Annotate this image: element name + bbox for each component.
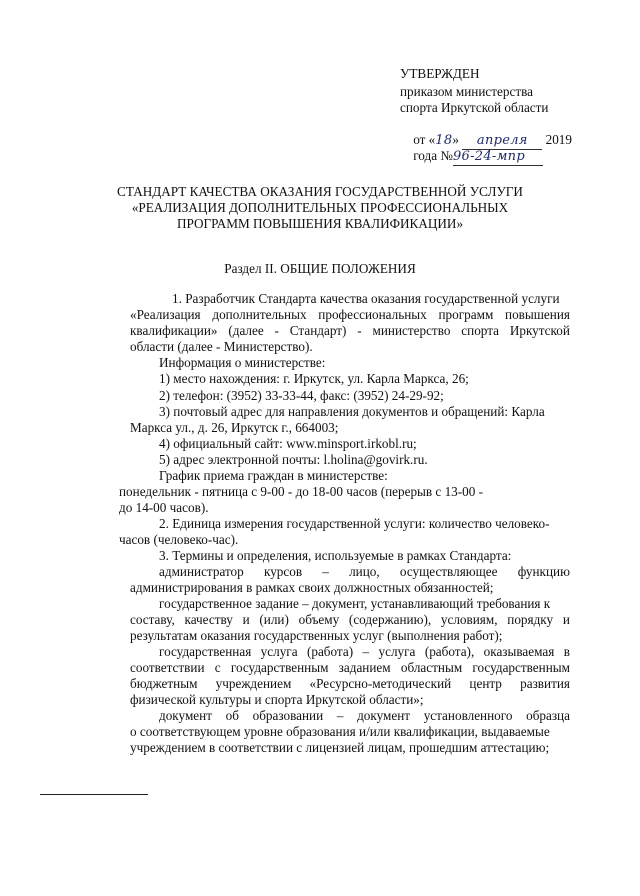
body-line: 5) адрес электронной почты: l.holina@govirk.ru.: [159, 452, 428, 467]
body-line: документ об образовании – документ установленного образца: [159, 708, 570, 723]
body-line: 2. Единица измерения государственной услуги: количество человеко-: [159, 516, 550, 531]
date-month-handwritten: апреля: [462, 133, 542, 150]
body-line: результатам оказания государственных услуг (выполнения работ);: [130, 628, 503, 643]
body-line: понедельник - пятница с 9-00 - до 18-00 часов (перерыв с 13-00 -: [119, 484, 484, 499]
body-line: физической культуры и спорта Иркутской области»;: [130, 692, 424, 707]
body-line: соответствии с государственным заданием областным государственным: [130, 660, 570, 675]
number-prefix: года №: [413, 148, 453, 163]
body-line: квалификации» (далее - Стандарт) - министерство спорта Иркутской: [130, 323, 570, 338]
body-line: 4) официальный сайт: www.minsport.irkobl.ru;: [159, 436, 417, 451]
footnote-divider: [40, 794, 148, 795]
date-mid: »: [452, 132, 460, 147]
body-line: о соответствующем уровне образования и/или квалификации, выдаваемые: [130, 724, 550, 739]
document-title-line-1: СТАНДАРТ КАЧЕСТВА ОКАЗАНИЯ ГОСУДАРСТВЕННОЙ УСЛУГИ: [117, 184, 523, 199]
date-day-handwritten: 18: [435, 133, 453, 148]
approval-heading: УТВЕРЖДЕН: [400, 66, 480, 81]
body-line: «Реализация дополнительных профессиональных программ повышения: [130, 307, 570, 322]
body-line: часов (человеко-час).: [119, 532, 239, 547]
body-line: администрирования в рамках своих должностных обязанностей;: [130, 580, 494, 595]
body-line: государственная услуга (работа) – услуга (работа), оказываемая в: [159, 644, 570, 659]
body-line: бюджетным учреждением «Ресурсно-методический центр развития: [130, 676, 570, 691]
date-year: 2019: [545, 132, 572, 147]
approval-line-1: приказом министерства: [400, 84, 533, 99]
approval-line-2: спорта Иркутской области: [400, 100, 549, 115]
number-handwritten: 96-24-мпр: [453, 149, 543, 166]
body-line: 1. Разработчик Стандарта качества оказания государственной услуги: [172, 291, 560, 306]
body-line: 3. Термины и определения, используемые в рамках Стандарта:: [159, 548, 512, 563]
section-heading: Раздел II. ОБЩИЕ ПОЛОЖЕНИЯ: [224, 261, 416, 276]
body-line: области (далее - Министерство).: [130, 339, 313, 354]
body-line: Информация о министерстве:: [159, 355, 326, 370]
body-line: 1) место нахождения: г. Иркутск, ул. Карла Маркса, 26;: [159, 371, 469, 386]
body-line: 2) телефон: (3952) 33-33-44, факс: (3952) 24-29-92;: [159, 388, 444, 403]
body-line: Маркса ул., д. 26, Иркутск г., 664003;: [130, 420, 339, 435]
body-line: администратор курсов – лицо, осуществляющее функцию: [159, 564, 570, 579]
date-prefix: от «: [413, 132, 436, 147]
approval-number: [400, 132, 543, 182]
body-line: 3) почтовый адрес для направления документов и обращений: Карла: [159, 404, 545, 419]
body-line: учреждением в соответствии с лицензией лицам, прошедшим аттестацию;: [130, 740, 550, 755]
body-line: График приема граждан в министерстве:: [159, 468, 388, 483]
document-title-line-2: «РЕАЛИЗАЦИЯ ДОПОЛНИТЕЛЬНЫХ ПРОФЕССИОНАЛЬНЫХ: [131, 200, 509, 215]
body-line: государственное задание – документ, устанавливающий требования к: [159, 596, 551, 611]
body-line: составу, качеству и (или) объему (содержанию), условиям, порядку и: [130, 612, 570, 627]
body-line: до 14-00 часов).: [119, 500, 209, 515]
document-title-line-3: ПРОГРАММ ПОВЫШЕНИЯ КВАЛИФИКАЦИИ»: [176, 216, 464, 231]
